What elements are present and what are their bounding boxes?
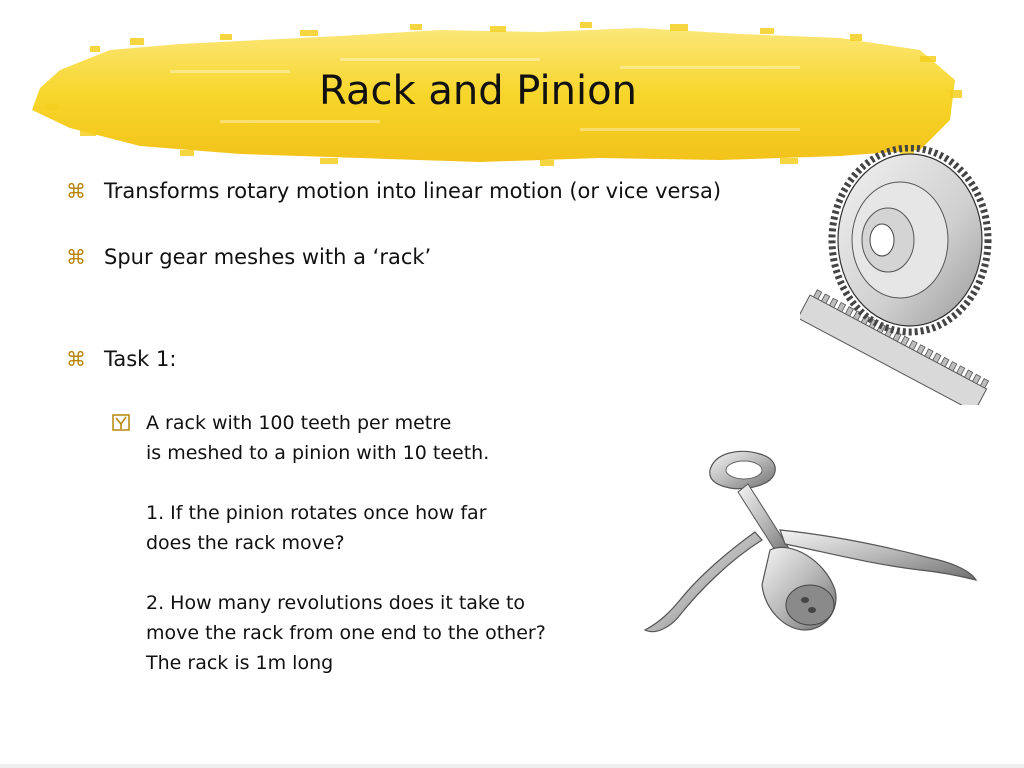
slide-title: Rack and Pinion: [319, 68, 637, 114]
task-line: 1. If the pinion rotates once how far: [146, 502, 487, 524]
task-line: [146, 558, 626, 588]
task-line: does the rack move?: [146, 532, 345, 554]
bullet-text: Transforms rotary motion into linear motion (or vice versa): [104, 179, 722, 203]
command-bullet-icon: ⌘: [66, 347, 86, 371]
command-bullet-icon: ⌘: [66, 179, 86, 203]
slide-bottom-rule: [0, 764, 1024, 768]
checkbox-bullet-icon: [112, 414, 130, 431]
command-bullet-icon: ⌘: [66, 245, 86, 269]
task-line: [146, 468, 626, 498]
task-line: is meshed to a pinion with 10 teeth.: [146, 442, 490, 464]
wing-corkscrew-image: [640, 440, 980, 665]
task-line: move the rack from one end to the other?: [146, 622, 546, 644]
task-text: [146, 408, 626, 678]
bullet-text: Task 1:: [104, 347, 177, 371]
rack-and-pinion-gear-image: [800, 145, 995, 405]
task-line: The rack is 1m long: [146, 652, 334, 674]
task-line: 2. How many revolutions does it take to: [146, 592, 526, 614]
task-line: A rack with 100 teeth per metre: [146, 412, 452, 434]
bullet-text: Spur gear meshes with a ‘rack’: [104, 245, 432, 269]
